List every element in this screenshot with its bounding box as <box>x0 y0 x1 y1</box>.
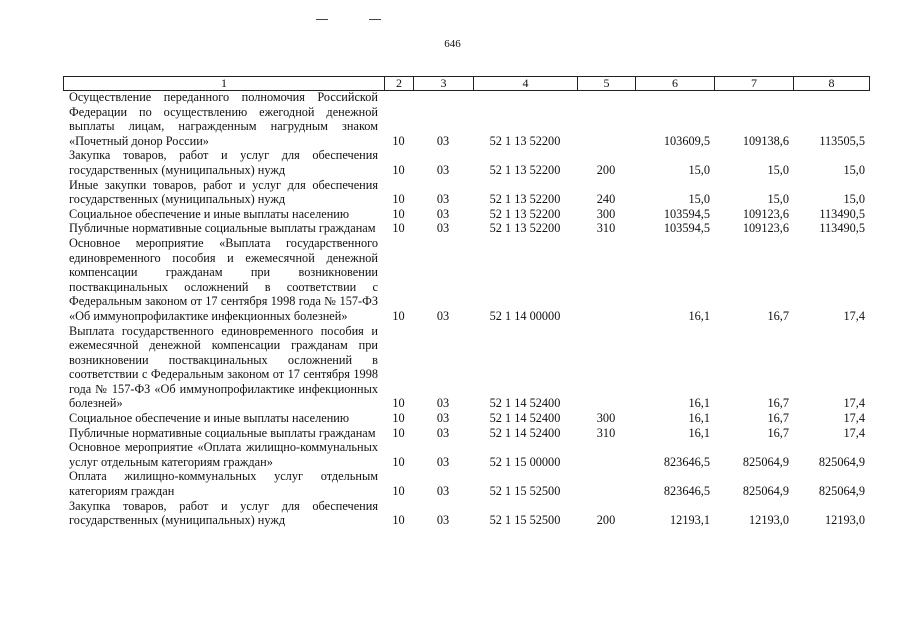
row-expense-type <box>577 236 635 324</box>
row-amount-year3: 113505,5 <box>819 133 865 148</box>
row-subsection: 03 <box>436 396 450 411</box>
row-amount-year3: 17,4 <box>843 308 865 323</box>
row-target-code: 52 1 14 52400 <box>489 396 561 411</box>
row-name: Публичные нормативные социальные выплаты гражданам <box>69 425 376 440</box>
row-name: Социальное обеспечение и иные выплаты населению <box>69 206 350 221</box>
row-expense-type: 200 <box>596 513 616 528</box>
row-subsection: 03 <box>436 411 450 426</box>
row-name: Оплата жилищно-коммунальных услуг отдельным категориям граждан <box>69 469 378 499</box>
row-amount-year3: 15,0 <box>843 192 865 207</box>
row-subsection: 03 <box>436 513 450 528</box>
row-amount-year1: 103594,5 <box>663 221 710 236</box>
row-amount-year1: 103609,5 <box>663 133 710 148</box>
column-header: 1 <box>64 77 385 91</box>
row-expense-type <box>577 324 635 412</box>
row-name: Социальное обеспечение и иные выплаты населению <box>69 411 350 426</box>
row-amount-year3: 12193,0 <box>825 513 865 528</box>
row-name: Иные закупки товаров, работ и услуг для обеспечения государственных (муниципальных) нужд <box>69 177 378 207</box>
row-name: Закупка товаров, работ и услуг для обеспечения государственных (муниципальных) нужд <box>69 148 378 177</box>
row-subsection: 03 <box>436 484 450 499</box>
row-target-code: 52 1 14 52400 <box>489 411 561 426</box>
row-section: 10 <box>392 396 405 411</box>
column-header: 5 <box>578 77 636 91</box>
row-expense-type: 200 <box>596 162 616 177</box>
row-amount-year3: 15,0 <box>843 162 865 177</box>
table-row <box>63 440 869 469</box>
row-section: 10 <box>392 206 405 221</box>
row-amount-year3: 17,4 <box>843 411 865 426</box>
row-section: 10 <box>392 513 405 528</box>
table-row <box>63 324 869 412</box>
row-target-code: 52 1 15 00000 <box>489 454 561 469</box>
row-amount-year2: 109123,6 <box>742 206 789 221</box>
row-expense-type: 300 <box>596 206 616 221</box>
row-amount-year2: 109123,6 <box>742 221 789 236</box>
row-amount-year2: 16,7 <box>767 411 789 426</box>
row-amount-year2: 15,0 <box>767 162 789 177</box>
column-header: 6 <box>636 77 715 91</box>
row-expense-type <box>577 469 635 498</box>
row-name: Публичные нормативные социальные выплаты гражданам <box>69 221 376 236</box>
row-amount-year3: 17,4 <box>843 425 865 440</box>
column-header: 7 <box>715 77 794 91</box>
row-subsection: 03 <box>436 221 450 236</box>
row-section: 10 <box>392 133 405 148</box>
row-amount-year2: 825064,9 <box>742 454 789 469</box>
table-row <box>63 90 869 148</box>
scan-mark <box>369 19 381 20</box>
row-target-code: 52 1 15 52500 <box>489 513 561 528</box>
row-expense-type: 310 <box>596 221 616 236</box>
row-target-code: 52 1 13 52200 <box>489 133 561 148</box>
row-amount-year1: 16,1 <box>688 308 710 323</box>
table-row <box>63 469 869 498</box>
row-amount-year2: 16,7 <box>767 425 789 440</box>
row-section: 10 <box>392 192 405 207</box>
row-target-code: 52 1 13 52200 <box>489 206 561 221</box>
row-amount-year2: 825064,9 <box>742 484 789 499</box>
column-header: 4 <box>474 77 578 91</box>
row-amount-year1: 103594,5 <box>663 206 710 221</box>
row-subsection: 03 <box>436 162 450 177</box>
column-header: 3 <box>414 77 474 91</box>
row-section: 10 <box>392 484 405 499</box>
row-target-code: 52 1 15 52500 <box>489 484 561 499</box>
row-target-code: 52 1 14 52400 <box>489 425 561 440</box>
row-target-code: 52 1 13 52200 <box>489 221 561 236</box>
row-expense-type <box>577 90 635 148</box>
row-amount-year2: 109138,6 <box>742 133 789 148</box>
row-target-code: 52 1 13 52200 <box>489 192 561 207</box>
row-amount-year2: 16,7 <box>767 308 789 323</box>
row-amount-year1: 16,1 <box>688 396 710 411</box>
row-amount-year1: 823646,5 <box>663 454 710 469</box>
row-subsection: 03 <box>436 454 450 469</box>
table-row <box>63 499 869 528</box>
row-expense-type: 310 <box>596 425 616 440</box>
row-subsection: 03 <box>436 206 450 221</box>
row-section: 10 <box>392 454 405 469</box>
table-row <box>63 426 869 441</box>
row-subsection: 03 <box>436 425 450 440</box>
budget-table <box>63 90 869 528</box>
table-row <box>63 236 869 324</box>
row-name: Основное мероприятие «Выплата государственного единовременного пособия и ежемесячной денежной компенсации гражданам при возникновении поствакцинальных осложнений в соответствии с Федеральным законом от 17 сентября 1998 года № 157-ФЗ «Об иммунопрофилактике инфекционных болезней» <box>69 235 378 323</box>
table-row <box>63 207 869 222</box>
row-name: Выплата государственного единовременного пособия и ежемесячной денежной компенсации гражданам при возникновении поствакцинальных осложнений в соответствии с Федеральным законом от 17 сентября 1998 года № 157-ФЗ «Об иммунопрофилактике инфекционных болезней» <box>69 323 378 411</box>
row-amount-year3: 17,4 <box>843 396 865 411</box>
row-subsection: 03 <box>436 308 450 323</box>
row-amount-year3: 825064,9 <box>818 454 865 469</box>
row-name: Основное мероприятие «Оплата жилищно-коммунальных услуг отдельным категориям граждан» <box>69 440 378 469</box>
row-amount-year1: 16,1 <box>688 425 710 440</box>
row-expense-type: 300 <box>596 411 616 426</box>
row-section: 10 <box>392 411 405 426</box>
row-amount-year2: 16,7 <box>767 396 789 411</box>
row-amount-year1: 12193,1 <box>670 513 710 528</box>
row-name: Закупка товаров, работ и услуг для обеспечения государственных (муниципальных) нужд <box>69 498 378 528</box>
row-subsection: 03 <box>436 192 450 207</box>
row-section: 10 <box>392 162 405 177</box>
row-amount-year2: 12193,0 <box>749 513 789 528</box>
column-header-row <box>63 76 870 91</box>
row-amount-year3: 825064,9 <box>818 484 865 499</box>
table-row <box>63 221 869 236</box>
row-amount-year1: 16,1 <box>688 411 710 426</box>
row-name: Осуществление переданного полномочия Российской Федерации по осуществлению ежегодной денежной выплаты лицам, награжденным нагрудным знаком «Почетный донор России» <box>69 90 378 148</box>
row-amount-year3: 113490,5 <box>819 221 865 236</box>
scan-mark <box>316 19 328 20</box>
row-target-code: 52 1 14 00000 <box>489 308 561 323</box>
row-expense-type: 240 <box>596 192 616 207</box>
table-row <box>63 411 869 426</box>
row-amount-year1: 823646,5 <box>663 484 710 499</box>
row-subsection: 03 <box>436 133 450 148</box>
row-amount-year3: 113490,5 <box>819 206 865 221</box>
row-section: 10 <box>392 308 405 323</box>
row-amount-year2: 15,0 <box>767 192 789 207</box>
table-row <box>63 178 869 207</box>
row-section: 10 <box>392 221 405 236</box>
row-amount-year1: 15,0 <box>688 192 710 207</box>
column-header: 8 <box>794 77 870 91</box>
table-row <box>63 148 869 177</box>
row-section: 10 <box>392 425 405 440</box>
column-header: 2 <box>385 77 414 91</box>
row-amount-year1: 15,0 <box>688 162 710 177</box>
row-target-code: 52 1 13 52200 <box>489 162 561 177</box>
page-number: 646 <box>444 38 461 50</box>
row-expense-type <box>577 440 635 469</box>
